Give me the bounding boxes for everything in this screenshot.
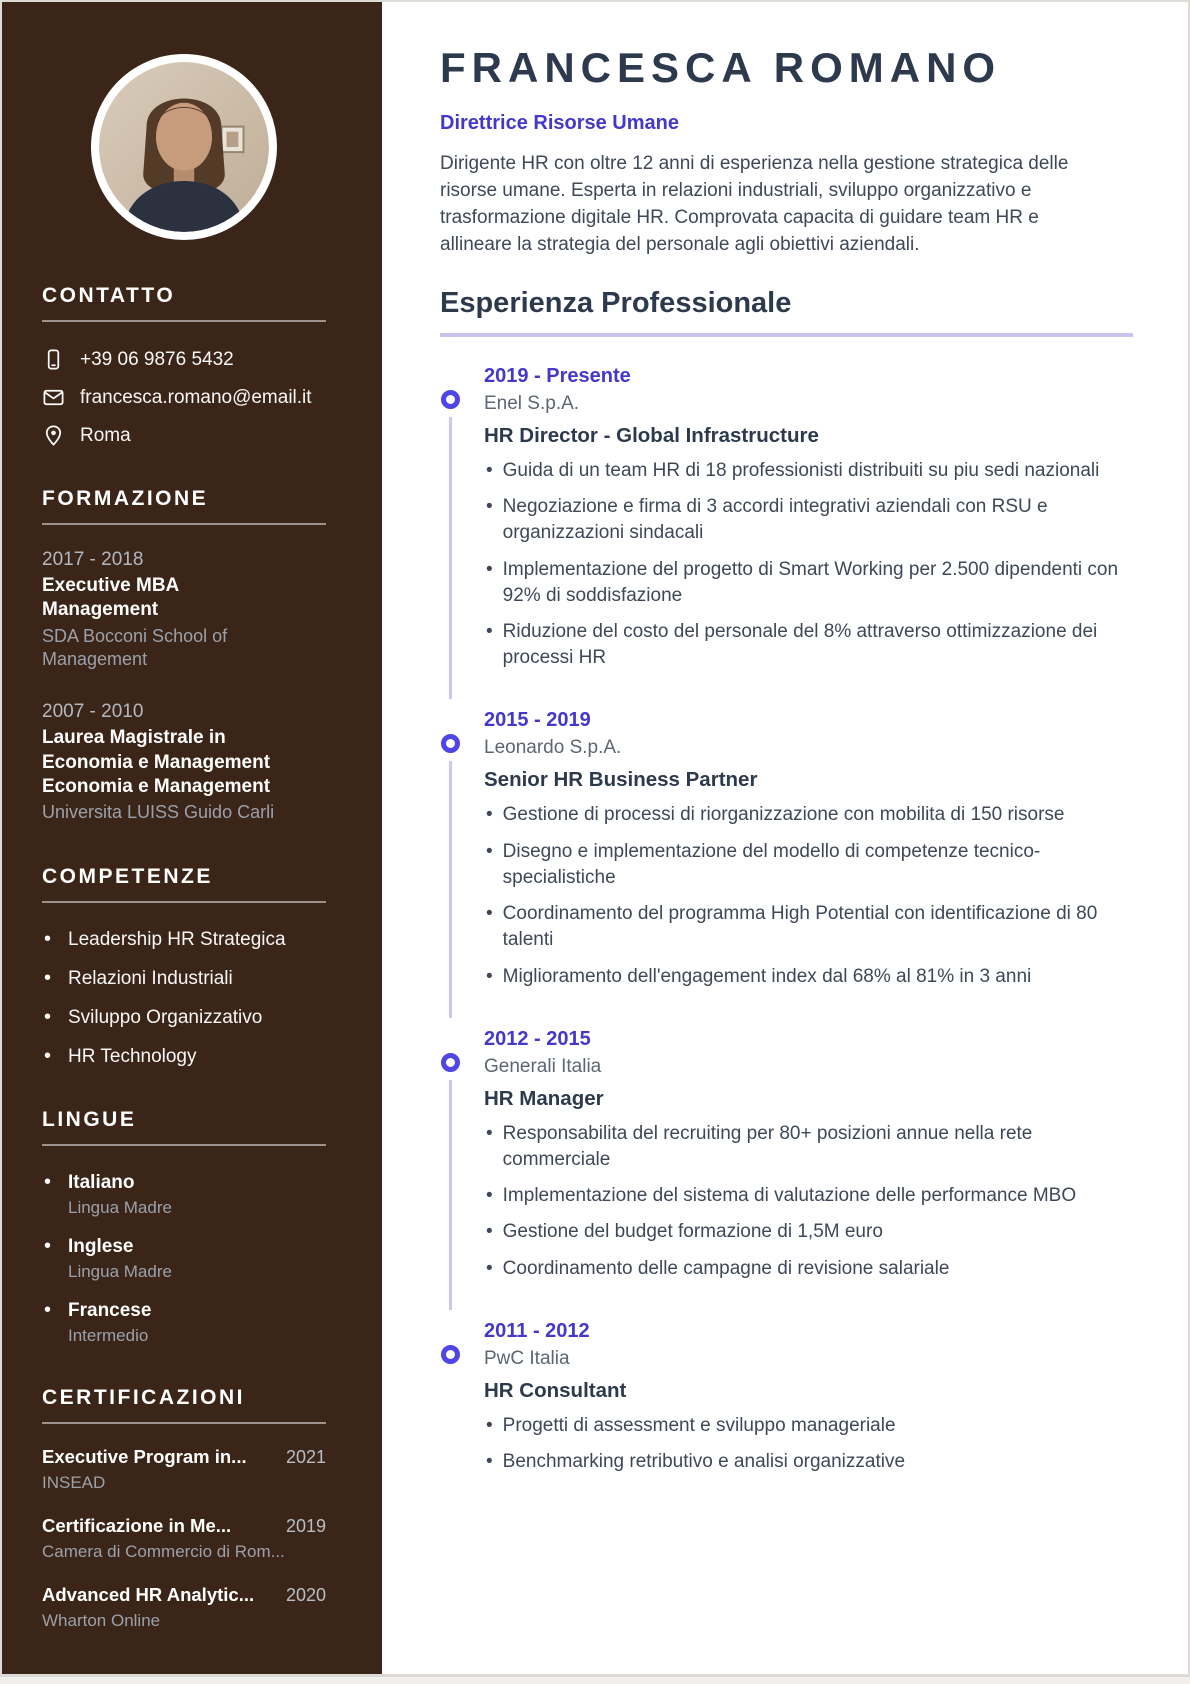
- entry-period: 2019 - Presente: [484, 364, 631, 387]
- page-bottom-edge: [0, 1676, 1190, 1684]
- contact-email: [42, 386, 326, 409]
- certification-item: [42, 1446, 326, 1493]
- bullet-item: • Riduzione del costo del personale del 8% attraverso ottimizzazione dei processi HR: [484, 619, 1133, 671]
- bullet-item: • Coordinamento delle campagne di revisione salariale: [484, 1256, 1133, 1282]
- entry-title: HR Manager: [484, 1086, 604, 1110]
- skills-list: [42, 929, 326, 1068]
- email-value: francesca.romano@email.it: [80, 386, 312, 408]
- language-name: • Inglese: [68, 1235, 134, 1257]
- profile-summary: Dirigente HR con oltre 12 anni di esperienza nella gestione strategica delle risorse umane. Esperta in relazioni industriali, sviluppo organizzativo e trasformazione digitale HR. Comprovata capacita di guidare team HR e allineare la strategia del personale agli obiettivi aziendali.: [440, 153, 1069, 255]
- education-period: 2007 - 2010: [42, 701, 144, 723]
- sidebar: [2, 2, 382, 1674]
- profile-photo-illustration: [99, 62, 269, 232]
- language-level: Intermedio: [68, 1325, 149, 1345]
- certification-year: 2020: [285, 1584, 326, 1605]
- language-item: [42, 1300, 326, 1346]
- section-divider: [42, 523, 326, 525]
- contact-heading: CONTATTO: [42, 284, 176, 307]
- language-level: Lingua Madre: [68, 1197, 172, 1217]
- language-item: [42, 1236, 326, 1282]
- contact-list: [42, 348, 326, 447]
- certification-name: Advanced HR Analytic...: [42, 1583, 255, 1605]
- experience-entry: [440, 709, 1133, 989]
- education-period: 2017 - 2018: [42, 549, 144, 570]
- section-divider: [42, 901, 326, 903]
- entry-period: 2012 - 2015: [484, 1027, 591, 1050]
- bullet-item: • Implementazione del sistema di valutazione delle performance MBO: [484, 1183, 1133, 1209]
- skill-item: • Relazioni Industriali: [42, 968, 326, 990]
- bullet-item: • Implementazione del progetto di Smart Working per 2.500 dipendenti con 92% di soddisfazione: [484, 557, 1133, 609]
- experience-entry: [440, 365, 1133, 672]
- skill-item: • HR Technology: [42, 1046, 326, 1068]
- phone-icon: [42, 348, 65, 371]
- certification-issuer: INSEAD: [42, 1472, 106, 1492]
- contact-phone: [42, 348, 326, 371]
- experience-timeline: [440, 365, 1133, 1475]
- skills-heading: COMPETENZE: [42, 864, 213, 888]
- timeline-dot-icon: [441, 1053, 460, 1072]
- entry-bullets: [484, 1413, 1133, 1475]
- bullet-item: • Responsabilita del recruiting per 80+ posizioni annue nella rete commerciale: [484, 1121, 1133, 1173]
- education-school: Universita LUISS Guido Carli: [42, 802, 275, 823]
- entry-bullets: [484, 802, 1133, 989]
- location-pin-icon: [42, 424, 65, 447]
- language-level: Lingua Madre: [68, 1261, 172, 1281]
- entry-period: 2011 - 2012: [484, 1319, 590, 1342]
- languages-section: [42, 1108, 326, 1346]
- phone-value: +39 06 9876 5432: [80, 348, 234, 370]
- job-role: Direttrice Risorse Umane: [440, 112, 679, 134]
- languages-heading: LINGUE: [42, 1107, 137, 1131]
- bullet-item: • Progetti di assessment e sviluppo manageriale: [484, 1413, 1133, 1439]
- skills-section: [42, 865, 326, 1068]
- main-content: [382, 2, 1188, 1674]
- bullet-item: • Negoziazione e firma di 3 accordi integrativi aziendali con RSU e organizzazioni sindacali: [484, 494, 1133, 546]
- language-item: [42, 1172, 326, 1218]
- bullet-item: • Benchmarking retributivo e analisi organizzative: [484, 1449, 1133, 1475]
- entry-company: Generali Italia: [484, 1055, 602, 1077]
- certification-year: 2019: [285, 1515, 326, 1536]
- experience-entry: [440, 1320, 1133, 1475]
- bullet-item: • Coordinamento del programma High Potential con identificazione di 80 talenti: [484, 901, 1133, 953]
- certification-year: 2021: [285, 1446, 326, 1467]
- entry-company: PwC Italia: [484, 1347, 570, 1369]
- skill-item: • Sviluppo Organizzativo: [42, 1007, 326, 1029]
- education-section: [42, 487, 326, 825]
- entry-title: Senior HR Business Partner: [484, 768, 758, 792]
- education-item: [42, 549, 282, 671]
- certifications-heading: CERTIFICAZIONI: [42, 1385, 245, 1409]
- certifications-section: [42, 1386, 326, 1631]
- section-divider: [42, 320, 326, 322]
- language-name: • Francese: [68, 1299, 152, 1321]
- bullet-item: • Gestione del budget formazione di 1,5M euro: [484, 1219, 1133, 1245]
- education-degree: Executive MBA Management: [42, 575, 179, 621]
- experience-heading: Esperienza Professionale: [440, 287, 1133, 337]
- entry-company: Enel S.p.A.: [484, 392, 580, 414]
- education-school: SDA Bocconi School of Management: [42, 625, 228, 670]
- location-value: Roma: [80, 424, 131, 446]
- section-divider: [42, 1144, 326, 1146]
- certification-name: Certificazione in Me...: [42, 1514, 232, 1536]
- person-name: FRANCESCA ROMANO: [440, 44, 1002, 91]
- bullet-item: • Gestione di processi di riorganizzazione con mobilita di 150 risorse: [484, 802, 1133, 828]
- entry-period: 2015 - 2019: [484, 709, 591, 732]
- entry-bullets: [484, 1121, 1133, 1282]
- language-name: • Italiano: [68, 1171, 135, 1193]
- languages-list: [42, 1172, 326, 1346]
- bullet-item: • Disegno e implementazione del modello di competenze tecnico-specialistiche: [484, 839, 1133, 891]
- timeline-dot-icon: [441, 1345, 460, 1364]
- contact-location: [42, 424, 326, 447]
- experience-section: [440, 287, 1133, 1475]
- timeline-dot-icon: [441, 390, 460, 409]
- certification-item: [42, 1584, 326, 1631]
- experience-entry: [440, 1028, 1133, 1282]
- section-divider: [42, 1422, 326, 1424]
- education-degree: Laurea Magistrale in Economia e Management Economia e Management: [42, 727, 271, 798]
- entry-company: Leonardo S.p.A.: [484, 737, 622, 759]
- contact-section: [42, 284, 326, 447]
- education-item: [42, 701, 282, 824]
- entry-bullets: [484, 458, 1133, 672]
- bullet-item: • Miglioramento dell'engagement index dal 68% al 81% in 3 anni: [484, 964, 1133, 990]
- certification-issuer: Camera di Commercio di Rom...: [42, 1541, 285, 1561]
- skill-item: • Leadership HR Strategica: [42, 929, 326, 951]
- timeline-dot-icon: [441, 734, 460, 753]
- bullet-item: • Guida di un team HR di 18 professionisti distribuiti su piu sedi nazionali: [484, 458, 1133, 484]
- avatar: [91, 54, 277, 240]
- mail-icon: [42, 386, 65, 409]
- certification-issuer: Wharton Online: [42, 1610, 161, 1630]
- education-heading: FORMAZIONE: [42, 487, 209, 510]
- certification-name: Executive Program in...: [42, 1445, 247, 1467]
- certification-item: [42, 1515, 326, 1562]
- entry-title: HR Consultant: [484, 1378, 627, 1402]
- entry-title: HR Director - Global Infrastructure: [484, 423, 819, 447]
